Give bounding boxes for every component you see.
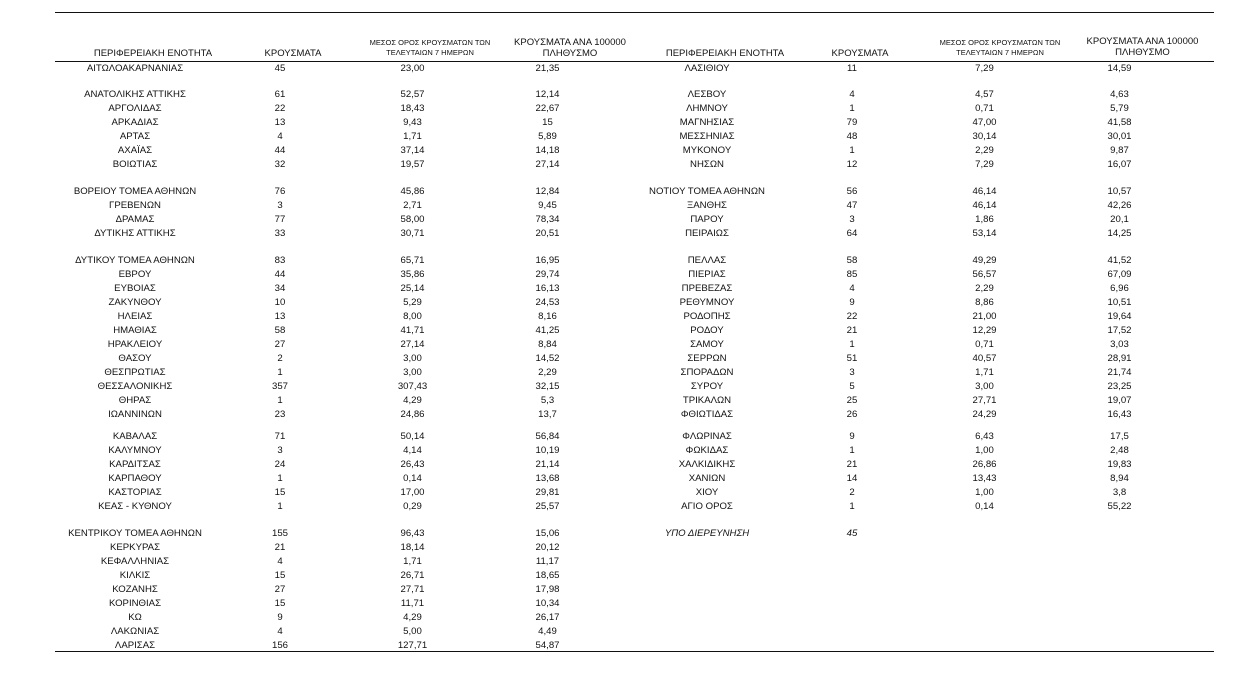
cases-cell: 4 bbox=[277, 131, 283, 142]
per100k-cell: 19,83 bbox=[1107, 459, 1132, 470]
avg7-cell: 8,00 bbox=[403, 311, 422, 322]
per100k-cell: 21,14 bbox=[535, 459, 560, 470]
region-cell: ΔΥΤΙΚΗΣ ΑΤΤΙΚΗΣ bbox=[94, 228, 176, 239]
region-cell: ΚΑΒΑΛΑΣ bbox=[112, 431, 158, 442]
cases-cell: 21 bbox=[846, 459, 858, 470]
per100k-cell: 11,17 bbox=[535, 556, 560, 567]
cases-cell: 15 bbox=[274, 570, 286, 581]
avg7-cell: 0,14 bbox=[403, 473, 422, 484]
region-cell: ΚΑΡΔΙΤΣΑΣ bbox=[109, 459, 161, 470]
avg7-cell: 26,86 bbox=[972, 459, 997, 470]
region-cell: ΠΡΕΒΕΖΑΣ bbox=[681, 283, 733, 294]
per100k-cell: 30,01 bbox=[1107, 131, 1132, 142]
avg7-cell: 1,86 bbox=[975, 214, 994, 225]
cases-cell: 3 bbox=[849, 214, 855, 225]
per100k-cell: 5,3 bbox=[540, 395, 555, 406]
cases-cell: 23 bbox=[274, 409, 286, 420]
avg7-cell: 2,71 bbox=[403, 200, 422, 211]
per100k-cell: 55,22 bbox=[1107, 501, 1132, 512]
region-cell: ΣΕΡΡΩΝ bbox=[687, 353, 727, 364]
cases-cell: 1 bbox=[277, 473, 283, 484]
cases-cell: 13 bbox=[274, 117, 286, 128]
avg7-cell: 7,29 bbox=[975, 63, 994, 74]
cases-cell: 47 bbox=[846, 200, 858, 211]
per100k-cell: 41,25 bbox=[535, 325, 560, 336]
per100k-cell: 15,06 bbox=[535, 528, 560, 539]
per100k-cell: 29,81 bbox=[535, 487, 560, 498]
region-cell: ΑΡΤΑΣ bbox=[119, 131, 151, 142]
per100k-cell: 19,07 bbox=[1107, 395, 1132, 406]
per100k-cell: 5,79 bbox=[1110, 103, 1129, 114]
region-cell: ΑΝΑΤΟΛΙΚΗΣ ΑΤΤΙΚΗΣ bbox=[84, 89, 186, 100]
region-cell: ΥΠΟ ΔΙΕΡΕΥΝΗΣΗ bbox=[664, 528, 750, 539]
avg7-cell: 9,43 bbox=[403, 117, 422, 128]
region-cell: ΚΕΦΑΛΛΗΝΙΑΣ bbox=[100, 556, 170, 567]
per100k-cell: 4,63 bbox=[1110, 89, 1129, 100]
per100k-cell: 67,09 bbox=[1107, 269, 1132, 280]
avg7-cell: 12,29 bbox=[972, 325, 997, 336]
region-cell: ΚΟΖΑΝΗΣ bbox=[112, 584, 158, 595]
avg7-cell: 307,43 bbox=[397, 381, 428, 392]
cases-cell: 44 bbox=[274, 145, 286, 156]
region-cell: ΣΥΡΟΥ bbox=[690, 381, 724, 392]
avg7-cell: 30,71 bbox=[400, 228, 425, 239]
cases-cell: 85 bbox=[846, 269, 858, 280]
avg7-cell: 17,00 bbox=[400, 487, 425, 498]
region-cell: ΕΥΒΟΙΑΣ bbox=[114, 283, 156, 294]
region-cell: ΘΕΣΠΡΩΤΙΑΣ bbox=[104, 367, 166, 378]
avg7-cell: 4,57 bbox=[975, 89, 994, 100]
region-cell: ΛΗΜΝΟΥ bbox=[686, 103, 728, 114]
top-rule bbox=[55, 12, 1214, 13]
cases-cell: 51 bbox=[846, 353, 858, 364]
avg7-cell: 3,00 bbox=[403, 353, 422, 364]
avg7-cell: 27,71 bbox=[400, 584, 425, 595]
avg7-cell: 8,86 bbox=[975, 297, 994, 308]
avg7-cell: 0,71 bbox=[975, 103, 994, 114]
avg7-cell: 0,71 bbox=[975, 339, 994, 350]
avg7-cell: 1,71 bbox=[975, 367, 994, 378]
avg7-cell: 96,43 bbox=[400, 528, 425, 539]
cases-cell: 21 bbox=[846, 325, 858, 336]
avg7-cell: 52,57 bbox=[400, 89, 425, 100]
cases-cell: 1 bbox=[849, 145, 855, 156]
region-cell: ΣΑΜΟΥ bbox=[690, 339, 724, 350]
region-cell: ΗΜΑΘΙΑΣ bbox=[113, 325, 157, 336]
per100k-cell: 54,87 bbox=[535, 640, 560, 651]
avg7-cell: 1,71 bbox=[403, 556, 422, 567]
per100k-cell: 42,26 bbox=[1107, 200, 1132, 211]
avg7-cell: 3,00 bbox=[975, 381, 994, 392]
cases-cell: 1 bbox=[277, 501, 283, 512]
per100k-cell: 14,59 bbox=[1107, 63, 1132, 74]
cases-cell: 45 bbox=[846, 528, 858, 539]
region-cell: ΚΑΣΤΟΡΙΑΣ bbox=[108, 487, 162, 498]
avg7-cell: 49,29 bbox=[972, 255, 997, 266]
region-cell: ΕΒΡΟΥ bbox=[118, 269, 152, 280]
region-cell: ΧΑΛΚΙΔΙΚΗΣ bbox=[678, 459, 736, 470]
per100k-cell: 14,25 bbox=[1107, 228, 1132, 239]
per100k-cell: 24,53 bbox=[535, 297, 560, 308]
cases-cell: 10 bbox=[274, 297, 286, 308]
region-cell: ΦΘΙΩΤΙΔΑΣ bbox=[680, 409, 734, 420]
per100k-cell: 16,95 bbox=[535, 255, 560, 266]
region-cell: ΘΑΣΟΥ bbox=[118, 353, 152, 364]
region-cell: ΝΗΣΩΝ bbox=[690, 159, 724, 170]
avg7-cell: 0,29 bbox=[403, 501, 422, 512]
avg7-cell: 0,14 bbox=[975, 501, 994, 512]
cases-cell: 14 bbox=[846, 473, 858, 484]
region-cell: ΜΑΓΝΗΣΙΑΣ bbox=[679, 117, 735, 128]
cases-cell: 155 bbox=[271, 528, 288, 539]
per100k-cell: 21,74 bbox=[1107, 367, 1132, 378]
region-cell: ΛΑΣΙΘΙΟΥ bbox=[684, 63, 730, 74]
avg7-cell: 2,29 bbox=[975, 283, 994, 294]
per100k-cell: 12,14 bbox=[535, 89, 560, 100]
per100k-cell: 20,12 bbox=[535, 542, 560, 553]
cases-cell: 13 bbox=[274, 311, 286, 322]
region-cell: ΦΩΚΙΔΑΣ bbox=[685, 445, 729, 456]
cases-cell: 5 bbox=[849, 381, 855, 392]
header-region-left: ΠΕΡΙΦΕΡΕΙΑΚΗ ΕΝΟΤΗΤΑ bbox=[93, 48, 213, 59]
avg7-cell: 6,43 bbox=[975, 431, 994, 442]
per100k-cell: 8,94 bbox=[1110, 473, 1129, 484]
cases-cell: 4 bbox=[277, 556, 283, 567]
avg7-cell: 27,71 bbox=[972, 395, 997, 406]
per100k-cell: 17,52 bbox=[1107, 325, 1132, 336]
per100k-cell: 2,29 bbox=[538, 367, 557, 378]
avg7-cell: 7,29 bbox=[975, 159, 994, 170]
header-region-right: ΠΕΡΙΦΕΡΕΙΑΚΗ ΕΝΟΤΗΤΑ bbox=[665, 48, 785, 59]
cases-cell: 4 bbox=[277, 626, 283, 637]
per100k-cell: 22,67 bbox=[535, 103, 560, 114]
cases-cell: 61 bbox=[274, 89, 286, 100]
region-cell: ΠΑΡΟΥ bbox=[690, 214, 724, 225]
per100k-cell: 6,96 bbox=[1110, 283, 1129, 294]
per100k-cell: 20,1 bbox=[1110, 214, 1129, 225]
header-cases-right: ΚΡΟΥΣΜΑΤΑ bbox=[831, 48, 889, 59]
region-cell: ΜΕΣΣΗΝΙΑΣ bbox=[679, 131, 735, 142]
cases-cell: 25 bbox=[846, 395, 858, 406]
per100k-cell: 15 bbox=[542, 117, 553, 128]
avg7-cell: 45,86 bbox=[400, 186, 425, 197]
cases-cell: 27 bbox=[274, 584, 286, 595]
header-per100k-right: ΚΡΟΥΣΜΑΤΑ ΑΝΑ 100000 ΠΛΗΘΥΣΜΟ bbox=[1086, 36, 1199, 58]
per100k-cell: 78,34 bbox=[535, 214, 560, 225]
cases-cell: 22 bbox=[274, 103, 286, 114]
region-cell: ΑΡΚΑΔΙΑΣ bbox=[111, 117, 159, 128]
per100k-cell: 32,15 bbox=[535, 381, 560, 392]
cases-cell: 26 bbox=[846, 409, 858, 420]
avg7-cell: 26,71 bbox=[400, 570, 425, 581]
region-cell: ΚΕΡΚΥΡΑΣ bbox=[109, 542, 160, 553]
region-cell: ΗΛΕΙΑΣ bbox=[117, 311, 153, 322]
header-avg7-right: ΜΕΣΟΣ ΟΡΟΣ ΚΡΟΥΣΜΑΤΩΝ ΤΩΝ ΤΕΛΕΥΤΑΙΩΝ 7 ΗΜΕΡΩΝ bbox=[939, 38, 1061, 57]
avg7-cell: 25,14 bbox=[400, 283, 425, 294]
region-cell: ΑΓΙΟ ΟΡΟΣ bbox=[681, 501, 733, 512]
avg7-cell: 24,86 bbox=[400, 409, 425, 420]
cases-cell: 1 bbox=[849, 339, 855, 350]
per100k-cell: 9,87 bbox=[1110, 145, 1129, 156]
cases-cell: 4 bbox=[849, 89, 855, 100]
cases-cell: 79 bbox=[846, 117, 858, 128]
region-cell: ΑΡΓΟΛΙΔΑΣ bbox=[108, 103, 162, 114]
cases-cell: 1 bbox=[849, 445, 855, 456]
per100k-cell: 20,51 bbox=[535, 228, 560, 239]
per100k-cell: 3,8 bbox=[1112, 487, 1127, 498]
cases-cell: 15 bbox=[274, 598, 286, 609]
cases-cell: 3 bbox=[849, 367, 855, 378]
avg7-cell: 41,71 bbox=[400, 325, 425, 336]
cases-cell: 2 bbox=[849, 487, 855, 498]
region-cell: ΠΕΛΛΑΣ bbox=[687, 255, 727, 266]
cases-cell: 357 bbox=[271, 381, 288, 392]
avg7-cell: 50,14 bbox=[400, 431, 425, 442]
per100k-cell: 29,74 bbox=[535, 269, 560, 280]
cases-cell: 1 bbox=[277, 367, 283, 378]
per100k-cell: 19,64 bbox=[1107, 311, 1132, 322]
region-cell: ΝΟΤΙΟΥ ΤΟΜΕΑ ΑΘΗΝΩΝ bbox=[649, 186, 765, 197]
avg7-cell: 47,00 bbox=[972, 117, 997, 128]
region-cell: ΚΙΛΚΙΣ bbox=[119, 570, 151, 581]
avg7-cell: 40,57 bbox=[972, 353, 997, 364]
cases-cell: 3 bbox=[277, 200, 283, 211]
cases-cell: 58 bbox=[274, 325, 286, 336]
per100k-cell: 2,48 bbox=[1110, 445, 1129, 456]
cases-cell: 24 bbox=[274, 459, 286, 470]
region-cell: ΤΡΙΚΑΛΩΝ bbox=[682, 395, 732, 406]
per100k-cell: 23,25 bbox=[1107, 381, 1132, 392]
cases-cell: 12 bbox=[846, 159, 858, 170]
per100k-cell: 13,68 bbox=[535, 473, 560, 484]
region-cell: ΛΑΚΩΝΙΑΣ bbox=[110, 626, 160, 637]
region-cell: ΒΟΙΩΤΙΑΣ bbox=[112, 159, 158, 170]
cases-cell: 45 bbox=[274, 63, 286, 74]
avg7-cell: 127,71 bbox=[397, 640, 428, 651]
per100k-cell: 41,52 bbox=[1107, 255, 1132, 266]
per100k-cell: 41,58 bbox=[1107, 117, 1132, 128]
region-cell: ΦΛΩΡΙΝΑΣ bbox=[682, 431, 732, 442]
avg7-cell: 2,29 bbox=[975, 145, 994, 156]
avg7-cell: 1,00 bbox=[975, 487, 994, 498]
cases-cell: 32 bbox=[274, 159, 286, 170]
region-cell: ΒΟΡΕΙΟΥ ΤΟΜΕΑ ΑΘΗΝΩΝ bbox=[73, 186, 197, 197]
avg7-cell: 24,29 bbox=[972, 409, 997, 420]
region-cell: ΠΙΕΡΙΑΣ bbox=[688, 269, 726, 280]
avg7-cell: 1,00 bbox=[975, 445, 994, 456]
cases-cell: 64 bbox=[846, 228, 858, 239]
header-per100k-left: ΚΡΟΥΣΜΑΤΑ ΑΝΑ 100000 ΠΛΗΘΥΣΜΟ bbox=[514, 37, 626, 59]
cases-cell: 56 bbox=[846, 186, 858, 197]
avg7-cell: 5,29 bbox=[403, 297, 422, 308]
per100k-cell: 3,03 bbox=[1110, 339, 1129, 350]
cases-cell: 48 bbox=[846, 131, 858, 142]
per100k-cell: 18,65 bbox=[535, 570, 560, 581]
per100k-cell: 10,51 bbox=[1107, 297, 1132, 308]
avg7-cell: 65,71 bbox=[400, 255, 425, 266]
region-cell: ΘΗΡΑΣ bbox=[118, 395, 152, 406]
per100k-cell: 16,13 bbox=[535, 283, 560, 294]
per100k-cell: 25,57 bbox=[535, 501, 560, 512]
cases-cell: 33 bbox=[274, 228, 286, 239]
avg7-cell: 5,00 bbox=[403, 626, 422, 637]
per100k-cell: 27,14 bbox=[535, 159, 560, 170]
avg7-cell: 4,29 bbox=[403, 395, 422, 406]
per100k-cell: 17,98 bbox=[535, 584, 560, 595]
header-cases-left: ΚΡΟΥΣΜΑΤΑ bbox=[264, 48, 322, 59]
per100k-cell: 8,84 bbox=[538, 339, 557, 350]
per100k-cell: 16,43 bbox=[1107, 409, 1132, 420]
per100k-cell: 4,49 bbox=[538, 626, 557, 637]
avg7-cell: 13,43 bbox=[972, 473, 997, 484]
per100k-cell: 17,5 bbox=[1110, 431, 1129, 442]
avg7-cell: 30,14 bbox=[972, 131, 997, 142]
cases-cell: 77 bbox=[274, 214, 286, 225]
cases-cell: 58 bbox=[846, 255, 858, 266]
avg7-cell: 3,00 bbox=[403, 367, 422, 378]
region-cell: ΛΕΣΒΟΥ bbox=[687, 89, 727, 100]
region-cell: ΡΟΔΟΥ bbox=[690, 325, 724, 336]
cases-cell: 11 bbox=[847, 63, 857, 74]
cases-cell: 156 bbox=[271, 640, 288, 651]
avg7-cell: 11,71 bbox=[400, 598, 425, 609]
cases-cell: 71 bbox=[274, 431, 286, 442]
per100k-cell: 14,52 bbox=[535, 353, 560, 364]
region-cell: ΡΟΔΟΠΗΣ bbox=[683, 311, 731, 322]
per100k-cell: 13,7 bbox=[538, 409, 557, 420]
region-cell: ΙΩΑΝΝΙΝΩΝ bbox=[108, 409, 162, 420]
per100k-cell: 8,16 bbox=[538, 311, 557, 322]
region-cell: ΛΑΡΙΣΑΣ bbox=[114, 640, 156, 651]
cases-cell: 44 bbox=[274, 269, 286, 280]
cases-cell: 27 bbox=[274, 339, 286, 350]
cases-cell: 2 bbox=[277, 353, 283, 364]
avg7-cell: 18,43 bbox=[400, 103, 425, 114]
cases-cell: 1 bbox=[849, 103, 855, 114]
avg7-cell: 46,14 bbox=[972, 200, 997, 211]
cases-cell: 15 bbox=[274, 487, 286, 498]
cases-cell: 4 bbox=[849, 283, 855, 294]
region-cell: ΚΕΑΣ - ΚΥΘΝΟΥ bbox=[98, 501, 172, 512]
region-cell: ΞΑΝΘΗΣ bbox=[687, 200, 727, 211]
region-cell: ΣΠΟΡΑΔΩΝ bbox=[680, 367, 734, 378]
per100k-cell: 21,35 bbox=[535, 63, 560, 74]
header-avg7-left: ΜΕΣΟΣ ΟΡΟΣ ΚΡΟΥΣΜΑΤΩΝ ΤΩΝ ΤΕΛΕΥΤΑΙΩΝ 7 ΗΜΕΡΩΝ bbox=[369, 38, 491, 57]
region-cell: ΗΡΑΚΛΕΙΟΥ bbox=[107, 339, 163, 350]
region-cell: ΧΙΟΥ bbox=[695, 487, 719, 498]
region-cell: ΚΕΝΤΡΙΚΟΥ ΤΟΜΕΑ ΑΘΗΝΩΝ bbox=[68, 528, 202, 539]
per100k-cell: 14,18 bbox=[535, 145, 560, 156]
cases-cell: 34 bbox=[274, 283, 286, 294]
avg7-cell: 53,14 bbox=[972, 228, 997, 239]
bottom-rule bbox=[55, 651, 1214, 652]
region-cell: ΑΧΑΪΑΣ bbox=[117, 145, 153, 156]
per100k-cell: 56,84 bbox=[535, 431, 560, 442]
cases-cell: 1 bbox=[277, 395, 283, 406]
cases-cell: 1 bbox=[849, 501, 855, 512]
avg7-cell: 21,00 bbox=[972, 311, 997, 322]
cases-cell: 83 bbox=[274, 255, 286, 266]
region-cell: ΓΡΕΒΕΝΩΝ bbox=[109, 200, 161, 211]
per100k-cell: 12,84 bbox=[535, 186, 560, 197]
region-cell: ΡΕΘΥΜΝΟΥ bbox=[679, 297, 735, 308]
avg7-cell: 4,29 bbox=[403, 612, 422, 623]
avg7-cell: 37,14 bbox=[400, 145, 425, 156]
cases-cell: 9 bbox=[849, 431, 855, 442]
cases-cell: 3 bbox=[277, 445, 283, 456]
region-cell: ΚΩ bbox=[128, 612, 142, 623]
region-cell: ΜΥΚΟΝΟΥ bbox=[682, 145, 732, 156]
avg7-cell: 58,00 bbox=[400, 214, 425, 225]
per100k-cell: 5,89 bbox=[538, 131, 557, 142]
avg7-cell: 18,14 bbox=[400, 542, 425, 553]
region-cell: ΠΕΙΡΑΙΩΣ bbox=[685, 228, 729, 239]
per100k-cell: 16,07 bbox=[1107, 159, 1132, 170]
avg7-cell: 27,14 bbox=[400, 339, 425, 350]
per100k-cell: 9,45 bbox=[538, 200, 557, 211]
avg7-cell: 23,00 bbox=[400, 63, 425, 74]
region-cell: ΚΟΡΙΝΘΙΑΣ bbox=[108, 598, 162, 609]
region-cell: ΖΑΚΥΝΘΟΥ bbox=[108, 297, 162, 308]
cases-cell: 21 bbox=[274, 542, 286, 553]
region-cell: ΔΡΑΜΑΣ bbox=[115, 214, 155, 225]
region-cell: ΚΑΡΠΑΘΟΥ bbox=[108, 473, 162, 484]
cases-cell: 22 bbox=[846, 311, 858, 322]
region-cell: ΘΕΣΣΑΛΟΝΙΚΗΣ bbox=[97, 381, 173, 392]
avg7-cell: 1,71 bbox=[403, 131, 422, 142]
per100k-cell: 10,57 bbox=[1107, 186, 1132, 197]
cases-cell: 9 bbox=[849, 297, 855, 308]
per100k-cell: 26,17 bbox=[535, 612, 560, 623]
region-cell: ΚΑΛΥΜΝΟΥ bbox=[108, 445, 162, 456]
avg7-cell: 19,57 bbox=[400, 159, 425, 170]
avg7-cell: 56,57 bbox=[972, 269, 997, 280]
avg7-cell: 46,14 bbox=[972, 186, 997, 197]
cases-cell: 9 bbox=[277, 612, 283, 623]
per100k-cell: 10,19 bbox=[535, 445, 560, 456]
region-cell: ΔΥΤΙΚΟΥ ΤΟΜΕΑ ΑΘΗΝΩΝ bbox=[75, 255, 195, 266]
avg7-cell: 35,86 bbox=[400, 269, 425, 280]
avg7-cell: 4,14 bbox=[403, 445, 422, 456]
region-cell: ΧΑΝΙΩΝ bbox=[688, 473, 726, 484]
per100k-cell: 28,91 bbox=[1107, 353, 1132, 364]
avg7-cell: 26,43 bbox=[400, 459, 425, 470]
region-cell: ΑΙΤΩΛΟΑΚΑΡΝΑΝΙΑΣ bbox=[86, 63, 184, 74]
per100k-cell: 10,34 bbox=[535, 598, 560, 609]
cases-cell: 76 bbox=[274, 186, 286, 197]
